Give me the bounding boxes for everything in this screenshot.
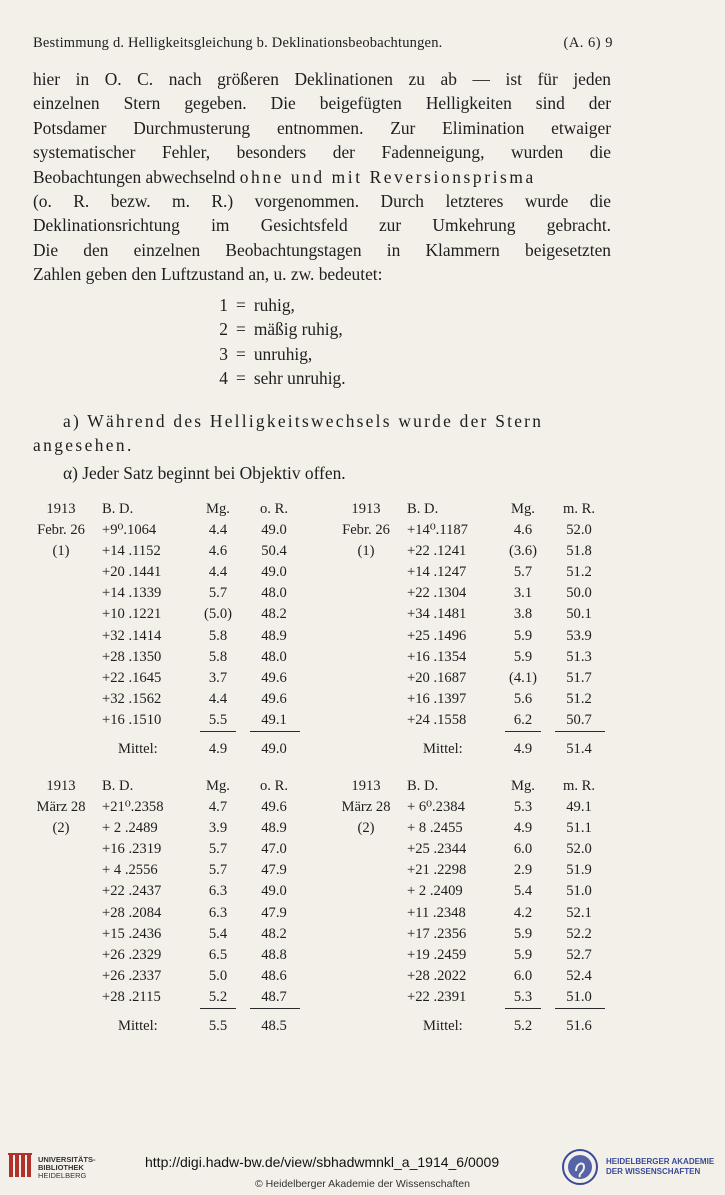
magnitude-value: 5.7 bbox=[513, 564, 533, 581]
mean-magnitude: 4.9 bbox=[208, 741, 228, 758]
bd-number: +28 .2084 bbox=[102, 904, 162, 921]
section-a-line: a) Während des Helligkeitswechsels wurde der Stern bbox=[63, 411, 544, 431]
reading-value: 48.7 bbox=[261, 988, 287, 1005]
paragraph-line: einzelnen Stern gegeben. Die beigefügten Helligkeiten sind der bbox=[33, 93, 611, 114]
reading-value: 48.6 bbox=[261, 967, 287, 984]
reading-value: 50.7 bbox=[566, 711, 592, 728]
bd-number: +19 .2459 bbox=[407, 946, 467, 963]
footer bbox=[0, 1135, 725, 1195]
magnitude-value: 6.3 bbox=[208, 904, 228, 921]
sum-rule bbox=[200, 731, 236, 732]
column-header-reading: o. R. bbox=[260, 501, 288, 517]
column-header-year: 1913 bbox=[46, 501, 76, 517]
bd-number: +14⁰.1187 bbox=[407, 522, 468, 539]
magnitude-value: (3.6) bbox=[509, 543, 537, 560]
paragraph-line: Potsdamer Durchmusterung entnommen. Zur Elimination etwaiger bbox=[33, 117, 611, 138]
academy-name: HEIDELBERGER AKADEMIE DER WISSENSCHAFTEN bbox=[606, 1157, 715, 1176]
university-library-name: UNIVERSITÄTS- BIBLIOTHEK HEIDELBERG bbox=[38, 1155, 96, 1181]
subsection-alpha: α) Jeder Satz beginnt bei Objektiv offen. bbox=[63, 463, 346, 483]
magnitude-value: 4.6 bbox=[513, 522, 533, 539]
bd-number: +28 .1350 bbox=[102, 648, 162, 665]
section-a-line: angesehen. bbox=[33, 435, 134, 456]
mean-reading: 51.4 bbox=[566, 741, 592, 758]
magnitude-value: 5.4 bbox=[513, 883, 533, 900]
magnitude-value: 3.1 bbox=[513, 585, 533, 602]
column-header-reading: o. R. bbox=[260, 778, 288, 794]
bd-number: +10 .1221 bbox=[102, 606, 162, 623]
bd-number: +32 .1562 bbox=[102, 690, 162, 707]
bd-number: +14 .1339 bbox=[102, 585, 162, 602]
bd-number: +26 .2329 bbox=[102, 946, 162, 963]
observation-date: März 28 bbox=[36, 799, 86, 816]
paragraph-line: systematischer Fehler, besonders der Fadenneigung, wurden die bbox=[33, 142, 611, 163]
magnitude-value: 5.9 bbox=[513, 925, 533, 942]
reading-value: 47.9 bbox=[261, 904, 287, 921]
reading-value: 49.0 bbox=[261, 522, 287, 539]
observation-date: März 28 bbox=[341, 799, 391, 816]
reading-value: 53.9 bbox=[566, 627, 592, 644]
sum-rule bbox=[250, 1008, 300, 1009]
reading-value: 51.0 bbox=[566, 883, 592, 900]
reading-value: 49.6 bbox=[261, 669, 287, 686]
bd-number: +21 .2298 bbox=[407, 862, 467, 879]
legend-row: 3 = unruhig, bbox=[219, 343, 313, 364]
paragraph-line: Deklinationsrichtung im Gesichtsfeld zur Umkehrung gebracht. bbox=[33, 215, 611, 236]
bd-number: +16 .1510 bbox=[102, 711, 162, 728]
magnitude-value: 6.3 bbox=[208, 883, 228, 900]
column-header-bd: B. D. bbox=[102, 501, 134, 517]
section-a-heading bbox=[33, 409, 611, 458]
magnitude-value: 4.2 bbox=[513, 904, 533, 921]
mean-label: Mittel: bbox=[118, 1018, 158, 1035]
bd-number: +25 .1496 bbox=[407, 627, 467, 644]
bd-number: + 6⁰.2384 bbox=[407, 799, 465, 816]
magnitude-value: 3.8 bbox=[513, 606, 533, 623]
bd-number: +34 .1481 bbox=[407, 606, 467, 623]
column-header-reading: m. R. bbox=[562, 778, 596, 794]
reading-value: 52.7 bbox=[566, 946, 592, 963]
bd-number: + 2 .2489 bbox=[102, 820, 158, 837]
sum-rule bbox=[555, 1008, 605, 1009]
magnitude-value: 5.4 bbox=[208, 925, 228, 942]
bd-number: +28 .2115 bbox=[102, 988, 161, 1005]
header-title: Bestimmung d. Helligkeitsgleichung b. Deklinationsbeobachtungen. bbox=[33, 35, 443, 51]
air-condition-code: (1) bbox=[52, 543, 70, 560]
magnitude-value: 5.7 bbox=[208, 862, 228, 879]
magnitude-value: 4.4 bbox=[208, 564, 228, 581]
mean-magnitude: 5.5 bbox=[208, 1018, 228, 1035]
sum-rule bbox=[505, 731, 541, 732]
reading-value: 49.0 bbox=[261, 883, 287, 900]
bd-number: +28 .2022 bbox=[407, 967, 467, 984]
bd-number: +14 .1152 bbox=[102, 543, 161, 560]
reading-value: 51.0 bbox=[566, 988, 592, 1005]
reading-value: 52.1 bbox=[566, 904, 592, 921]
magnitude-value: 2.9 bbox=[513, 862, 533, 879]
reading-value: 50.1 bbox=[566, 606, 592, 623]
bd-number: +20 .1687 bbox=[407, 669, 467, 686]
magnitude-value: 5.6 bbox=[513, 690, 533, 707]
reading-value: 48.2 bbox=[261, 606, 287, 623]
bd-number: + 2 .2409 bbox=[407, 883, 463, 900]
header-page-ref: (A. 6) 9 bbox=[563, 35, 613, 51]
reading-value: 49.6 bbox=[261, 690, 287, 707]
column-header-bd: B. D. bbox=[102, 778, 134, 794]
paragraph-line: hier in O. C. nach größeren Deklinationen zu ab — ist für jeden bbox=[33, 69, 611, 89]
bd-number: +22 .1241 bbox=[407, 543, 467, 560]
column-header-magnitude: Mg. bbox=[206, 778, 230, 794]
bd-number: +22 .1645 bbox=[102, 669, 162, 686]
reading-value: 50.0 bbox=[566, 585, 592, 602]
reading-value: 48.0 bbox=[261, 585, 287, 602]
magnitude-value: 6.0 bbox=[513, 841, 533, 858]
bd-number: +15 .2436 bbox=[102, 925, 162, 942]
copyright-notice: © Heidelberger Akademie der Wissenschaften bbox=[255, 1178, 470, 1190]
reading-value: 52.0 bbox=[566, 522, 592, 539]
column-header-year: 1913 bbox=[351, 778, 381, 794]
sum-rule bbox=[505, 1008, 541, 1009]
reading-value: 47.9 bbox=[261, 862, 287, 879]
magnitude-value: 5.9 bbox=[513, 627, 533, 644]
air-condition-code: (1) bbox=[357, 543, 375, 560]
reading-value: 49.1 bbox=[566, 799, 592, 816]
bd-number: +11 .2348 bbox=[407, 904, 466, 921]
magnitude-value: 5.5 bbox=[208, 711, 228, 728]
magnitude-value: 5.8 bbox=[208, 648, 228, 665]
magnitude-value: 5.3 bbox=[513, 988, 533, 1005]
column-header-bd: B. D. bbox=[407, 501, 439, 517]
air-condition-legend bbox=[214, 293, 346, 391]
magnitude-value: 4.9 bbox=[513, 820, 533, 837]
reading-value: 51.8 bbox=[566, 543, 592, 560]
bd-number: +26 .2337 bbox=[102, 967, 162, 984]
reading-value: 51.2 bbox=[566, 690, 592, 707]
reading-value: 47.0 bbox=[261, 841, 287, 858]
mean-reading: 49.0 bbox=[261, 741, 287, 758]
reading-value: 51.9 bbox=[566, 862, 592, 879]
paragraph-line: (o. R. bezw. m. R.) vorgenommen. Durch letzteres wurde die bbox=[33, 190, 611, 211]
bd-number: +16 .2319 bbox=[102, 841, 162, 858]
magnitude-value: 5.8 bbox=[208, 627, 228, 644]
column-header-magnitude: Mg. bbox=[206, 501, 230, 517]
mean-magnitude: 4.9 bbox=[513, 741, 533, 758]
reading-value: 52.0 bbox=[566, 841, 592, 858]
bd-number: +24 .1558 bbox=[407, 711, 467, 728]
reading-value: 52.2 bbox=[566, 925, 592, 942]
paragraph-line bbox=[33, 165, 611, 189]
paragraph-line: Zahlen geben den Luftzustand an, u. zw. bedeutet: bbox=[33, 264, 383, 285]
reading-value: 51.1 bbox=[566, 820, 592, 837]
reading-value: 51.2 bbox=[566, 564, 592, 581]
air-condition-code: (2) bbox=[357, 820, 375, 837]
magnitude-value: 5.7 bbox=[208, 585, 228, 602]
air-condition-code: (2) bbox=[52, 820, 70, 837]
reading-value: 49.1 bbox=[261, 711, 287, 728]
bd-number: +22 .1304 bbox=[407, 585, 467, 602]
bd-number: +25 .2344 bbox=[407, 841, 467, 858]
reading-value: 48.2 bbox=[261, 925, 287, 942]
mean-reading: 48.5 bbox=[261, 1018, 287, 1035]
magnitude-value: 5.0 bbox=[208, 967, 228, 984]
sum-rule bbox=[200, 1008, 236, 1009]
bd-number: + 8 .2455 bbox=[407, 820, 463, 837]
bd-number: +9⁰.1064 bbox=[102, 522, 157, 539]
reading-value: 51.7 bbox=[566, 669, 592, 686]
paragraph-text: Beobachtungen abwechselnd bbox=[33, 166, 240, 187]
reading-value: 51.3 bbox=[566, 648, 592, 665]
bd-number: +22 .2437 bbox=[102, 883, 162, 900]
legend-row: 4 = sehr unruhig. bbox=[219, 368, 346, 389]
magnitude-value: (4.1) bbox=[509, 669, 537, 686]
reading-value: 49.6 bbox=[261, 799, 287, 816]
bd-number: +22 .2391 bbox=[407, 988, 467, 1005]
bd-number: +16 .1354 bbox=[407, 648, 467, 665]
magnitude-value: 4.6 bbox=[208, 543, 228, 560]
magnitude-value: 5.7 bbox=[208, 841, 228, 858]
sum-rule bbox=[555, 731, 605, 732]
bd-number: +14 .1247 bbox=[407, 564, 467, 581]
mean-label: Mittel: bbox=[423, 1018, 463, 1035]
reading-value: 49.0 bbox=[261, 564, 287, 581]
bd-number: +32 .1414 bbox=[102, 627, 162, 644]
magnitude-value: 3.9 bbox=[208, 820, 228, 837]
magnitude-value: 4.4 bbox=[208, 522, 228, 539]
academy-seal-icon bbox=[562, 1149, 598, 1185]
magnitude-value: 6.0 bbox=[513, 967, 533, 984]
legend-row: 1 = ruhig, bbox=[219, 295, 295, 315]
column-header-reading: m. R. bbox=[562, 501, 596, 517]
magnitude-value: 5.3 bbox=[513, 799, 533, 816]
column-header-bd: B. D. bbox=[407, 778, 439, 794]
body-paragraph bbox=[33, 67, 611, 287]
observation-date: Febr. 26 bbox=[37, 522, 85, 539]
magnitude-value: 6.5 bbox=[208, 946, 228, 963]
magnitude-value: (5.0) bbox=[204, 606, 232, 623]
paragraph-line: Die den einzelnen Beobachtungstagen in Klammern beigesetzten bbox=[33, 239, 611, 260]
reading-value: 48.8 bbox=[261, 946, 287, 963]
column-header-magnitude: Mg. bbox=[511, 501, 535, 517]
source-url-link[interactable]: http://digi.hadw-bw.de/view/sbhadwmnkl_a_1914_6/0009 bbox=[145, 1154, 500, 1170]
bd-number: +20 .1441 bbox=[102, 564, 162, 581]
magnitude-value: 4.7 bbox=[208, 799, 228, 816]
sum-rule bbox=[250, 731, 300, 732]
legend-row: 2 = mäßig ruhig, bbox=[219, 319, 343, 340]
magnitude-value: 5.2 bbox=[208, 988, 228, 1005]
magnitude-value: 5.9 bbox=[513, 946, 533, 963]
magnitude-value: 6.2 bbox=[513, 711, 533, 728]
reading-value: 52.4 bbox=[566, 967, 592, 984]
reading-value: 50.4 bbox=[261, 543, 287, 560]
mean-magnitude: 5.2 bbox=[513, 1018, 533, 1035]
observation-date: Febr. 26 bbox=[342, 522, 390, 539]
mean-reading: 51.6 bbox=[566, 1018, 592, 1035]
mean-label: Mittel: bbox=[423, 741, 463, 758]
column-header-year: 1913 bbox=[46, 778, 76, 794]
reading-value: 48.0 bbox=[261, 648, 287, 665]
reading-value: 48.9 bbox=[261, 627, 287, 644]
column-header-magnitude: Mg. bbox=[511, 778, 535, 794]
bd-number: +17 .2356 bbox=[407, 925, 467, 942]
mean-label: Mittel: bbox=[118, 741, 158, 758]
university-library-logo bbox=[8, 1153, 32, 1179]
running-header bbox=[33, 35, 613, 52]
bd-number: +16 .1397 bbox=[407, 690, 467, 707]
spaced-emphasis: ohne und mit Reversionsprisma bbox=[239, 166, 536, 187]
magnitude-value: 4.4 bbox=[208, 690, 228, 707]
bd-number: +21⁰.2358 bbox=[102, 799, 164, 816]
reading-value: 48.9 bbox=[261, 820, 287, 837]
magnitude-value: 3.7 bbox=[208, 669, 228, 686]
magnitude-value: 5.9 bbox=[513, 648, 533, 665]
column-header-year: 1913 bbox=[351, 501, 381, 517]
bd-number: + 4 .2556 bbox=[102, 862, 158, 879]
